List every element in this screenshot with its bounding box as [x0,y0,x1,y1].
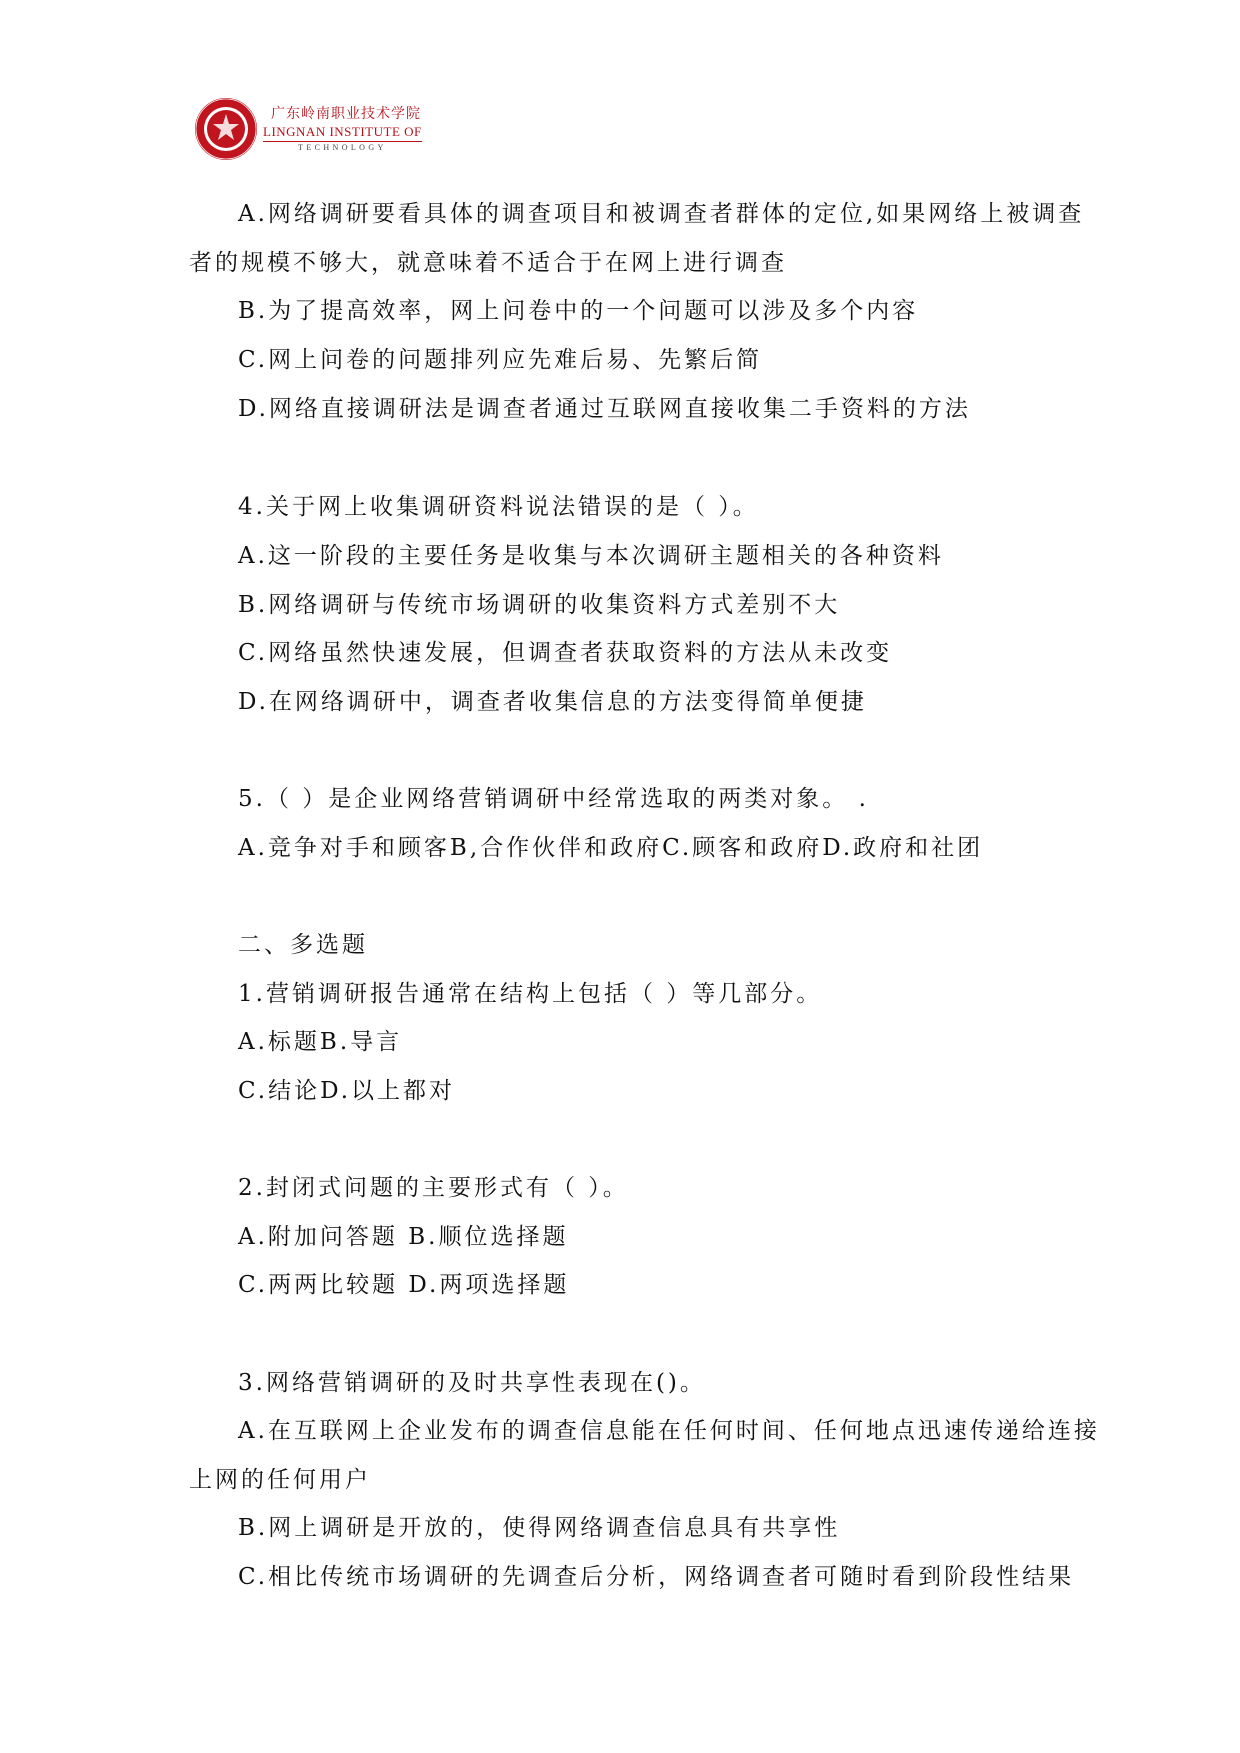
text-line: A.这一阶段的主要任务是收集与本次调研主题相关的各种资料 [238,543,944,569]
logo-chinese-name: 广东岭南职业技术学院 [271,105,421,122]
text-line: B.网上调研是开放的，使得网络调查信息具有共享性 [238,1515,841,1541]
text-line: A.竞争对手和顾客B,合作伙伴和政府C.顾客和政府D.政府和社团 [238,835,984,861]
text-line: C.两两比较题 D.两项选择题 [238,1272,570,1298]
header-logo [193,96,422,162]
text-line: 者的规模不够大，就意味着不适合于在网上进行调查 [189,250,787,276]
text-line: A.标题B.导言 [238,1029,403,1055]
text-line: B.为了提高效率，网上问卷中的一个问题可以涉及多个内容 [238,298,919,324]
logo-english-name: LINGNAN INSTITUTE OF [263,123,422,139]
logo-english-name-line2: TECHNOLOGY [263,141,422,152]
text-line: D.在网络调研中，调查者收集信息的方法变得简单便捷 [238,689,867,715]
question-title: 5.（ ）是企业网络营销调研中经常选取的两类对象。 . [238,786,869,812]
section-heading: 二、多选题 [238,932,368,958]
text-line: C.网络虽然快速发展，但调查者获取资料的方法从未改变 [238,640,893,666]
question-title: 1.营销调研报告通常在结构上包括（ ）等几部分。 [238,981,823,1007]
text-line: 上网的任何用户 [189,1467,371,1493]
text-line: D.网络直接调研法是调查者通过互联网直接收集二手资料的方法 [238,396,971,422]
text-line: B.网络调研与传统市场调研的收集资料方式差别不大 [238,592,841,618]
text-line: C.网上问卷的问题排列应先难后易、先繁后简 [238,347,763,373]
question-title: 2.封闭式问题的主要形式有（ ）。 [238,1175,629,1201]
question-title: 3.网络营销调研的及时共享性表现在()。 [238,1370,706,1396]
text-line: A.网络调研要看具体的调查项目和被调查者群体的定位,如果网络上被调查 [238,201,1085,227]
text-line: A.附加问答题 B.顺位选择题 [238,1224,569,1250]
text-line: C.结论D.以上都对 [238,1078,456,1104]
logo-text [263,107,422,152]
question-title: 4.关于网上收集调研资料说法错误的是（ ）。 [238,494,759,520]
text-line: C.相比传统市场调研的先调查后分析，网络调查者可随时看到阶段性结果 [238,1564,1075,1590]
school-seal-icon [193,96,259,162]
text-line: A.在互联网上企业发布的调查信息能在任何时间、任何地点迅速传递给连接 [238,1418,1100,1444]
